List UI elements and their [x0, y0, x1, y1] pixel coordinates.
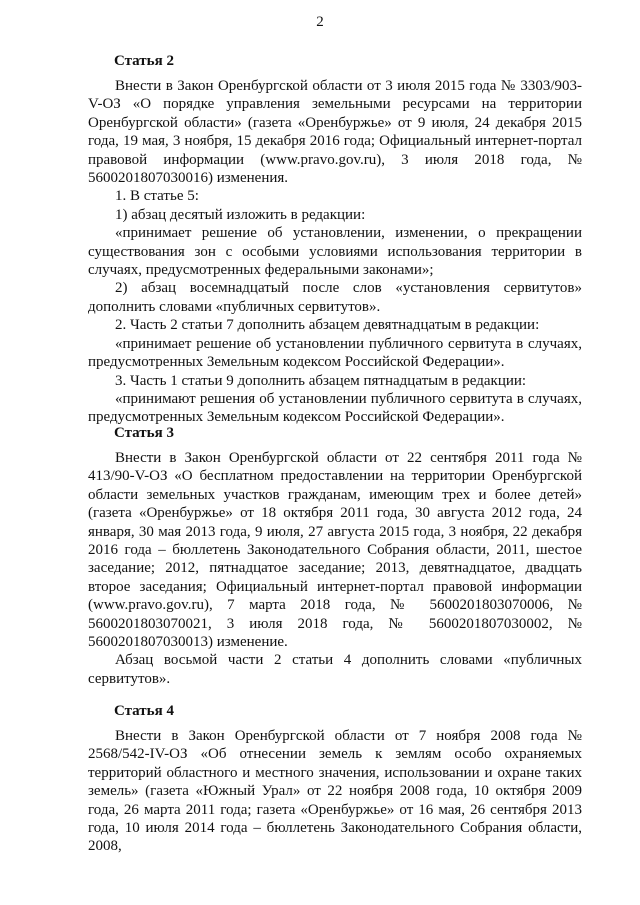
article-3-heading: Статья 3: [114, 425, 174, 441]
article-4-paragraph: Внести в Закон Оренбургской области от 7 ноября 2008 года № 2568/542-IV-ОЗ «Об отнесении земель к землям особо охраняемых территорий областного и местного значения, использовании и охране таких земель» (газета «Южный Урал» от 22 ноября 2008 года, 10 октября 2009 года, 26 марта 2011 года; газета «Оренбуржье» от 16 мая, 26 сентября 2013 года, 10 июля 2014 года – бюллетень Законодательного Собрания области, 2008,: [88, 728, 582, 855]
article-2-paragraph: Внести в Закон Оренбургской области от 3 июля 2015 года № 3303/903-V-ОЗ «О порядке управления земельными ресурсами на территории Оренбургской области» (газета «Оренбуржье» от 9 июля, 24 декабря 2015 года, 19 мая, 3 ноября, 15 декабря 2016 года; Официальный интернет-портал правовой информации (www.pravo.gov.ru), 3 июля 2018 года, № 5600201807030016) изменения.: [88, 78, 582, 187]
article-4: [88, 702, 582, 856]
article-2: [88, 52, 582, 427]
article-2-paragraph: 1. В статье 5:: [115, 188, 199, 205]
article-2-paragraph: «принимает решение об установлении публичного сервитута в случаях, предусмотренных Земельным кодексом Российской Федерации».: [88, 335, 582, 371]
article-2-paragraph: «принимает решение об установлении, изменении, о прекращении существования зон с особыми условиями использования территории в случаях, предусмотренных федеральными законами»;: [88, 225, 582, 279]
article-2-paragraph: 1) абзац десятый изложить в редакции:: [115, 206, 366, 223]
article-2-paragraph: 2. Часть 2 статьи 7 дополнить абзацем девятнадцатым в редакции:: [115, 317, 540, 334]
article-3: [88, 424, 582, 688]
article-2-heading: Статья 2: [114, 53, 174, 69]
article-2-paragraph: «принимают решения об установлении публичного сервитута в случаях, предусмотренных Земельным кодексом Российской Федерации».: [88, 390, 582, 426]
article-2-paragraph: 3. Часть 1 статьи 9 дополнить абзацем пятнадцатым в редакции:: [115, 372, 527, 389]
page-number: 2: [316, 14, 324, 30]
article-4-heading: Статья 4: [114, 703, 174, 719]
article-3-paragraph: Внести в Закон Оренбургской области от 22 сентября 2011 года № 413/90-V-ОЗ «О бесплатном предоставлении на территории Оренбургской области земельных участков гражданам, имеющим трех и более детей» (газета «Оренбуржье» от 18 октября 2011 года, 30 августа 2012 года, 24 января, 30 мая 2013 года, 9 июля, 27 августа 2015 года, 3 ноября, 22 декабря 2016 года – бюллетень Законодательного Собрания области, 2011, шестое заседание; 2012, пятнадцатое заседание; 2013, девятнадцатое, двадцать второе заседания; Официальный интернет-портал правовой информации (www.pravo.gov.ru), 7 марта 2018 года, № 5600201803070006, № 5600201803070021, 3 июля 2018 года, № 5600201807030002, № 5600201807030013) изменение.: [88, 450, 582, 651]
article-2-paragraph: 2) абзац восемнадцатый после слов «установления сервитутов» дополнить словами «публичных сервитутов».: [88, 280, 582, 315]
article-3-paragraph: Абзац восьмой части 2 статьи 4 дополнить словами «публичных сервитутов».: [88, 652, 582, 687]
